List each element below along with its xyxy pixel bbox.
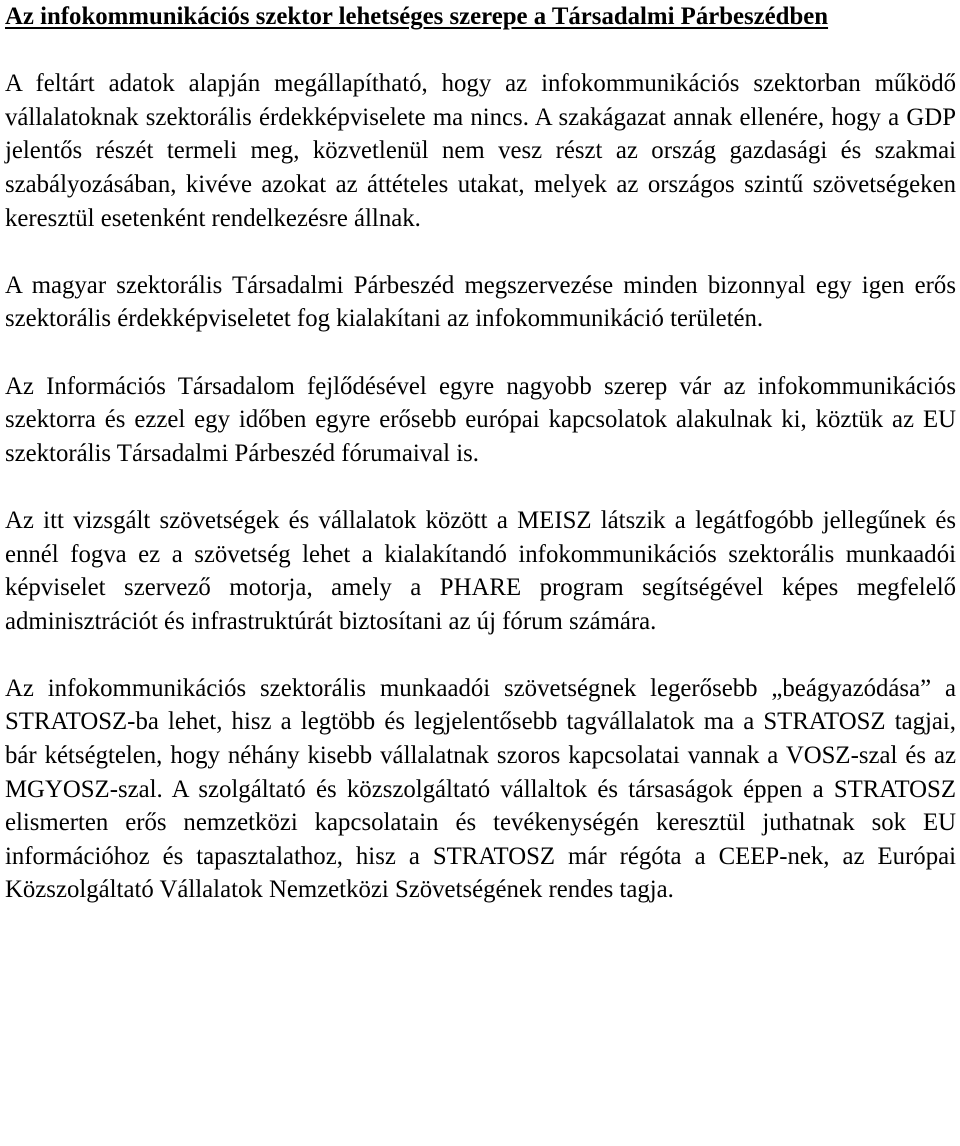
- paragraph-sector-representation: A feltárt adatok alapján megállapítható, hogy az infokommunikációs szektorban működő vállalatoknak szektorális érdekképviselete ma nincs. A szakágazat annak ellenére, hogy a GDP jelentős részét termeli meg, közvetlenül nem vesz részt az ország gazdasági és szakmai szabályozásában, kivéve azokat az áttételes utakat, melyek az országos szintű szövetségeken keresztül esetenként rendelkezésre állnak.: [5, 70, 956, 232]
- paragraph-meisz: Az itt vizsgált szövetségek és vállalatok között a MEISZ látszik a legátfogóbb jellegűnek és ennél fogva ez a szövetség lehet a kialakítandó infokommunikációs szektorális munkaadói képviselet szervező motorja, amely a PHARE program segítségével képes megfelelő adminisztrációt és infrastruktúrát biztosítani az új fórum számára.: [5, 506, 956, 635]
- paragraph-stratosz: Az infokommunikációs szektorális munkaadói szövetségnek legerősebb „beágyazódása” a STRATOSZ-ba lehet, hisz a legtöbb és legjelentősebb tagvállalatok ma a STRATOSZ tagjai, bár kétségtelen, hogy néhány kisebb vállalatnak szoros kapcsolatai vannak a VOSZ-szal és az MGYOSZ-szal. A szolgáltató és közszolgáltató vállaltok és társaságok éppen a STRATOSZ elismerten erős nemzetközi kapcsolatain és tevékenységén keresztül juthatnak sok EU információhoz és tapasztalathoz, hisz a STRATOSZ már régóta a CEEP-nek, az Európai Közszolgáltató Vállalatok Nemzetközi Szövetségének rendes tagja.: [5, 674, 956, 904]
- spacer: [5, 336, 956, 370]
- spacer: [5, 235, 956, 269]
- spacer: [5, 34, 956, 68]
- document-heading: Az infokommunikációs szektor lehetséges szerepe a Társadalmi Párbeszédben: [5, 3, 829, 30]
- spacer: [5, 470, 956, 504]
- paragraph-social-dialogue: A magyar szektorális Társadalmi Párbeszéd megszervezése minden bizonnyal egy igen erős szektorális érdekképviseletet fog kialakítani az infokommunikáció területén.: [5, 271, 956, 333]
- paragraph-information-society: Az Információs Társadalom fejlődésével egyre nagyobb szerep vár az infokommunikációs szektorra és ezzel egy időben egyre erősebb európai kapcsolatok alakulnak ki, köztük az EU szektorális Társadalmi Párbeszéd fórumaival is.: [5, 372, 956, 467]
- spacer: [5, 638, 956, 672]
